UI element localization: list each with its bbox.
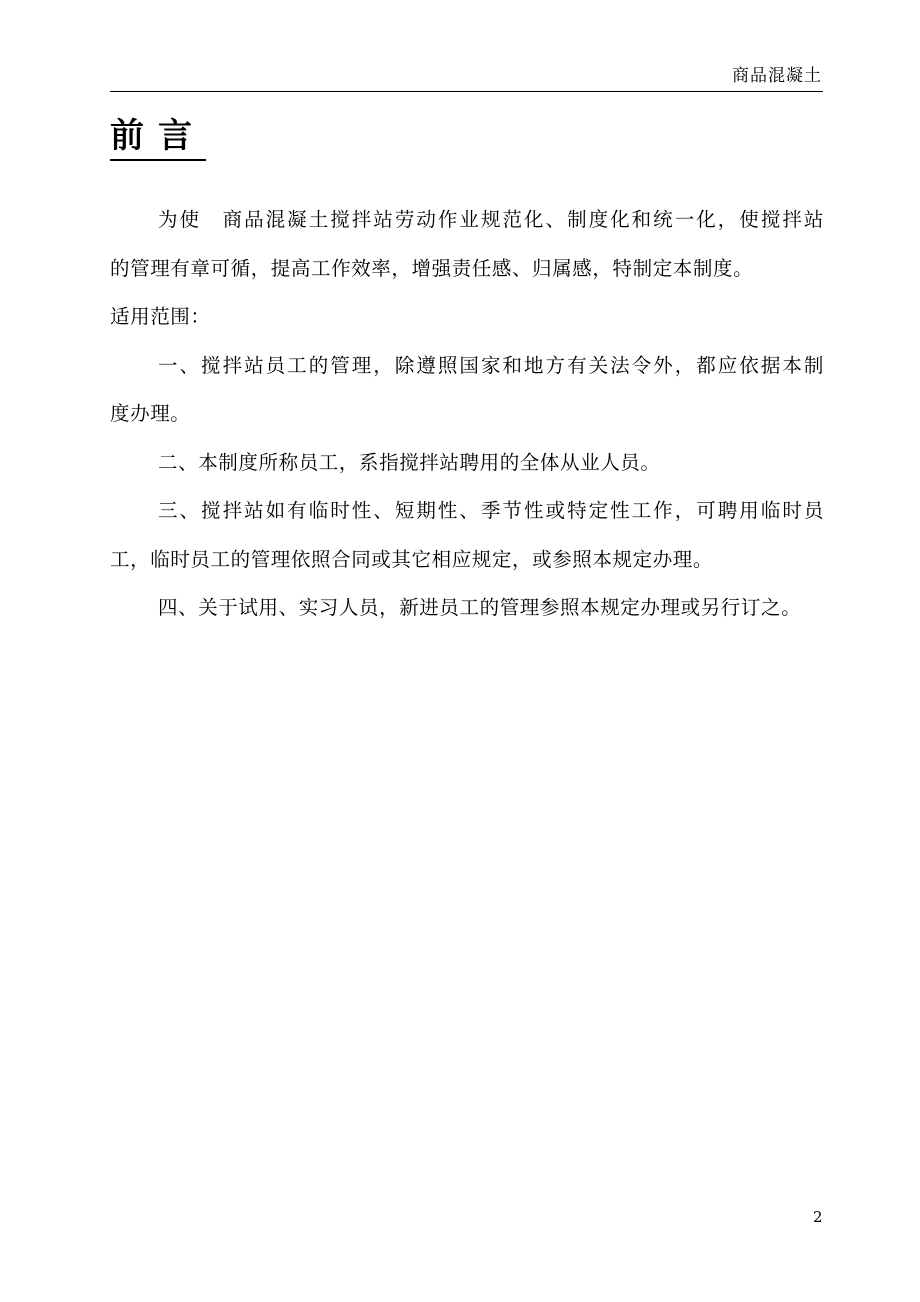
clause-3-line-2: 工，临时员工的管理依照合同或其它相应规定，或参照本规定办理。 xyxy=(110,548,714,571)
clause-1-line-2: 度办理。 xyxy=(110,402,191,425)
page-title: 前言 xyxy=(110,114,206,161)
paragraph-intro-line-2: 的管理有章可循，提高工作效率，增强责任感、归属感，特制定本制度。 xyxy=(110,257,754,280)
header-divider xyxy=(110,91,823,92)
clause-4-line-1: 四、关于试用、实习人员，新进员工的管理参照本规定办理或另行订之。 xyxy=(158,596,802,619)
clause-1-line-1: 一、搅拌站员工的管理，除遵照国家和地方有关法令外，都应依据本制 xyxy=(158,354,824,377)
scope-heading: 适用范围： xyxy=(110,305,211,328)
page-number: 2 xyxy=(813,1208,823,1226)
running-header: 商品混凝土 xyxy=(732,66,822,86)
paragraph-intro-line-1: 为使 商品混凝土搅拌站劳动作业规范化、制度化和统一化，使搅拌站 xyxy=(158,208,824,231)
clause-3-line-1: 三、搅拌站如有临时性、短期性、季节性或特定性工作，可聘用临时员 xyxy=(158,499,824,522)
clause-2-line-1: 二、本制度所称员工，系指搅拌站聘用的全体从业人员。 xyxy=(158,451,661,474)
